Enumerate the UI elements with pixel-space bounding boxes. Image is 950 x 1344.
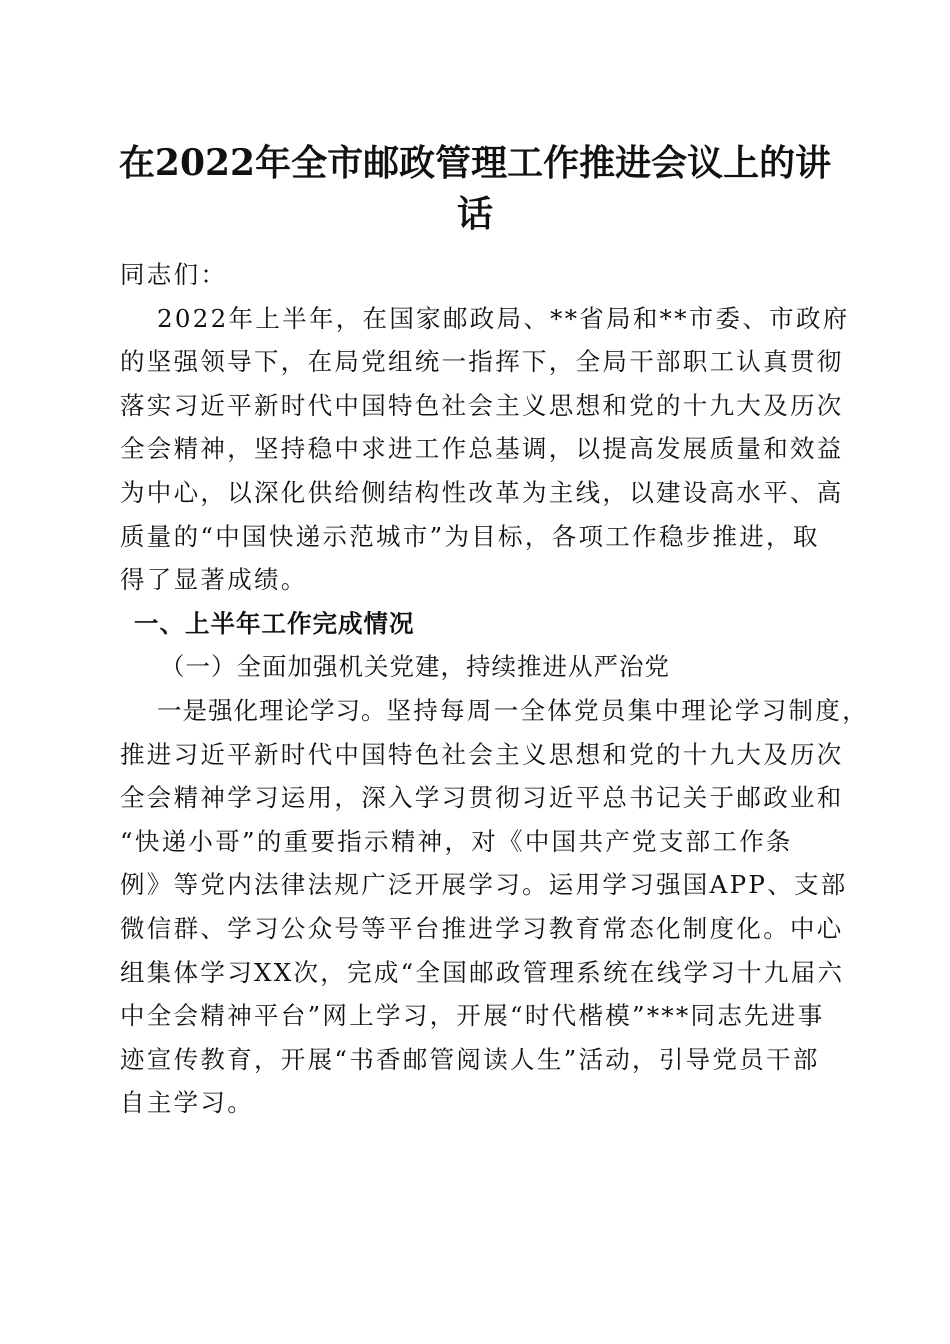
paragraph-line: 组集体学习XX次，完成“全国邮政管理系统在线学习十九届六 — [120, 957, 845, 987]
intro-line: 落实习近平新时代中国特色社会主义思想和党的十九大及历次 — [120, 390, 844, 420]
paragraph-line: 全会精神学习运用，深入学习贯彻习近平总书记关于邮政业和 — [120, 783, 844, 813]
paragraph-line: 自主学习。 — [120, 1088, 254, 1118]
section-heading — [120, 602, 828, 646]
salutation — [120, 253, 828, 297]
intro-line: 2022年上半年，在国家邮政局、**省局和**市委、市政府 — [157, 303, 850, 333]
intro-line: 质量的“中国快递示范城市”为目标，各项工作稳步推进，取 — [120, 521, 820, 551]
paragraph-line: “快递小哥”的重要指示精神，对《中国共产党支部工作条 — [120, 826, 793, 856]
section-heading-text: 一、上半年工作完成情况 — [134, 608, 415, 638]
paragraph-line: 微信群、学习公众号等平台推进学习教育常态化制度化。中心 — [120, 913, 844, 943]
salutation-text: 同志们： — [120, 260, 228, 289]
paragraph-line: 推进习近平新时代中国特色社会主义思想和党的十九大及历次 — [120, 739, 844, 769]
intro-line: 全会精神，坚持稳中求进工作总基调，以提高发展质量和效益 — [120, 434, 844, 464]
document-title — [110, 138, 840, 240]
intro-line: 得了显著成绩。 — [120, 565, 308, 595]
intro-line: 的坚强领导下，在局党组统一指挥下，全局干部职工认真贯彻 — [120, 347, 844, 377]
subsection-heading-text: （一）全面加强机关党建，持续推进从严治党 — [160, 652, 670, 682]
paragraph-line: 迹宣传教育，开展“书香邮管阅读人生”活动，引导党员干部 — [120, 1044, 820, 1074]
paragraph-line: 中全会精神平台”网上学习，开展“时代楷模”***同志先进事 — [120, 1001, 825, 1031]
intro-paragraph — [120, 297, 850, 602]
title-line-2: 话 — [456, 193, 493, 235]
subsection-heading — [120, 645, 828, 689]
paragraph-line: 例》等党内法律法规广泛开展学习。运用学习强国APP、支部 — [120, 870, 848, 900]
title-line-1: 在2022年全市邮政管理工作推进会议上的讲 — [118, 142, 832, 184]
body-paragraph — [120, 689, 869, 1125]
paragraph-first-line — [120, 689, 869, 733]
paragraph-lead-phrase: 一是强化理论学习。 — [157, 695, 387, 725]
intro-line: 为中心，以深化供给侧结构性改革为主线，以建设高水平、高 — [120, 477, 844, 507]
paragraph-first-line-rest: 坚持每周一全体党员集中理论学习制度， — [386, 695, 869, 725]
document-body — [120, 253, 869, 1125]
